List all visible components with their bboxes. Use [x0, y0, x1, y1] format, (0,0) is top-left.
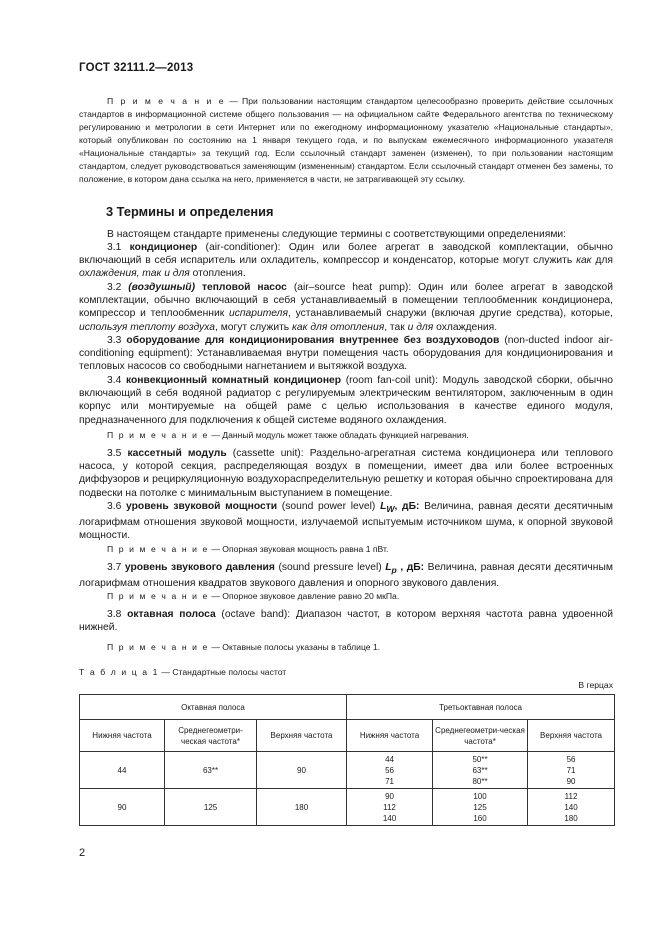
- table-row: [80, 789, 615, 826]
- cell-value: 125: [473, 802, 487, 812]
- term-emphasis: охлаждения, так и для: [79, 268, 190, 280]
- table-group-header: Третьоктавная полоса: [347, 695, 615, 720]
- term-definition: Раздельно-агрегатная система кондиционера или теплового насоса, у которой секция, распределяющая воздух в помещении, имеет два или более встроенных диффузоров и рециркуляционную воздухораспределительную решетку и которая обычно спроектирована для подвески на потолке с минимальным выступанием в помещение.: [79, 448, 613, 499]
- term-3-7: [79, 561, 613, 590]
- table-caption: [79, 667, 286, 677]
- note-3-4: [79, 429, 613, 442]
- note-3-7: [79, 590, 613, 603]
- cell-value: 71: [385, 776, 394, 786]
- note-text: — Опорное звуковое давление равно 20 мкПа.: [211, 591, 400, 601]
- term-definition: охлаждения.: [433, 321, 498, 333]
- note-label: П р и м е ч а н и е: [107, 591, 209, 601]
- term-definition: Один или более агрегат в заводской комплектации, обычно включающий в себя устанавливаемый в помещении теплообменник кондиционера, компрессор и теплообменник: [79, 282, 613, 320]
- term-3-6: [79, 500, 613, 543]
- cell-value: 112: [564, 791, 578, 801]
- note-label: П р и м е ч а н и е: [107, 96, 226, 106]
- table-cell: [347, 752, 433, 789]
- term-symbol: L: [385, 562, 392, 573]
- term-3-3: [79, 334, 613, 374]
- note-3-6: [79, 543, 613, 556]
- term-english: (sound power level): [277, 501, 381, 512]
- term-english: (non-ducted indoor air-conditioning equipment):: [79, 335, 613, 360]
- cell-value: 56: [566, 754, 576, 764]
- table-cell: 125: [165, 789, 257, 826]
- term-number: 3.3: [107, 335, 122, 346]
- note-label: П р и м е ч а н и е: [107, 642, 209, 652]
- cell-value: 71: [566, 765, 576, 775]
- term-name: кассетный модуль: [127, 448, 227, 459]
- note-3-8: [79, 641, 613, 654]
- term-emphasis: как для отопления: [292, 321, 385, 333]
- table-cell: 63**: [165, 752, 257, 789]
- table-column-header: Среднегеометри-ческая частота*: [165, 720, 257, 752]
- term-english: (cassette unit):: [226, 448, 304, 459]
- cell-value: 140: [382, 813, 397, 823]
- term-emphasis: как: [576, 255, 592, 267]
- section-title: 3 Термины и определения: [106, 204, 274, 219]
- term-3-2: [79, 281, 613, 334]
- term-number: 3.1: [107, 242, 122, 253]
- term-definition: , устанавливаемый снаружи (включая другие средства), которые,: [287, 308, 613, 320]
- term-number: 3.6: [107, 501, 122, 512]
- term-name: октавная полоса: [127, 609, 216, 620]
- term-name: уровень звукового давления: [124, 562, 275, 573]
- term-english: (room fan-coil unit):: [341, 375, 438, 386]
- table-column-header: Нижняя частота: [347, 720, 433, 752]
- term-definition: отопления.: [189, 268, 246, 280]
- term-3-5: [79, 447, 613, 500]
- table-unit: В герцах: [578, 680, 613, 690]
- term-english: (air–source heat pump):: [286, 282, 412, 293]
- cell-value: 63**: [472, 765, 488, 775]
- cell-value: 44: [385, 754, 394, 764]
- table-column-header: Верхняя частота: [257, 720, 347, 752]
- cell-value: 56: [385, 765, 394, 775]
- note-text: — Данный модуль может также обладать функцией нагревания.: [211, 430, 469, 440]
- table-caption-text: — Стандартные полосы частот: [161, 667, 287, 677]
- term-3-4: [79, 374, 613, 427]
- term-number: 3.4: [107, 375, 122, 386]
- term-english: (octave band):: [215, 609, 291, 620]
- term-number: 3.2: [107, 282, 122, 293]
- term-name: уровень звуковой мощности: [126, 501, 278, 512]
- term-3-1: [79, 241, 613, 281]
- term-english: (air-conditioner):: [197, 242, 281, 253]
- term-definition: Один или более агрегат в заводской комплектации, обычно включающий в себя испаритель или охладитель, компрессор и конденсатор, которые могут служить: [79, 242, 613, 267]
- cell-value: 140: [564, 802, 578, 812]
- table-column-header: Верхняя частота: [528, 720, 615, 752]
- term-name: конвекционный комнатный кондиционер: [125, 375, 342, 386]
- term-definition: , так: [384, 321, 408, 333]
- table-cell: 180: [257, 789, 347, 826]
- cell-value: 112: [383, 802, 396, 812]
- table-cell: 44: [80, 752, 165, 789]
- cell-value: 100: [473, 791, 487, 801]
- term-name: (воздушный): [128, 282, 196, 293]
- term-symbol: L: [380, 501, 387, 512]
- term-definition: для: [591, 255, 613, 267]
- table-cell: [528, 752, 615, 789]
- cell-value: 90: [566, 776, 576, 786]
- table-cell: [433, 789, 528, 826]
- frequency-bands-table: [79, 694, 615, 826]
- note-label: П р и м е ч а н и е: [107, 430, 209, 440]
- table-cell: [433, 752, 528, 789]
- term-emphasis: и для: [407, 321, 434, 333]
- term-definition: , могут служить: [215, 321, 293, 333]
- term-name: кондиционер: [129, 242, 198, 253]
- term-definition: Величина, равная десяти десятичным логарифмам отношения звуковой мощности, излучаемой испытуемым источником шума, к опорной звуковой мощности.: [79, 501, 613, 542]
- term-definition: Модуль заводской сборки, обычно включающий в себя водяной радиатор с регулируемым электрическим вентилятором, заключенным в один корпус или монтируемые на общей раме с целью использования в качестве единого модуля, предназначенного для подключения к общей системе водяного охлаждения.: [79, 375, 613, 426]
- document-header: ГОСТ 32111.2—2013: [79, 62, 194, 74]
- term-english: (sound pressure level): [274, 562, 386, 573]
- table-cell: [528, 789, 615, 826]
- cell-value: 90: [385, 791, 394, 801]
- table-row: [80, 752, 615, 789]
- table-column-header: Нижняя частота: [80, 720, 165, 752]
- term-number: 3.5: [107, 448, 122, 459]
- table-cell: 90: [257, 752, 347, 789]
- cell-value: 50**: [472, 754, 488, 764]
- term-symbol-subscript: W: [386, 504, 395, 515]
- term-emphasis: используя теплоту воздуха: [79, 321, 215, 333]
- term-name: тепловой насос: [195, 282, 287, 293]
- term-number: 3.7: [107, 562, 122, 573]
- term-name: оборудование для кондиционирования внутреннее без воздуховодов: [126, 335, 500, 346]
- term-unit: , дБ:: [396, 562, 425, 573]
- intro-note: [79, 95, 613, 186]
- note-text: — Октавные полосы указаны в таблице 1.: [211, 642, 381, 652]
- table-caption-label: Т а б л и ц а 1: [79, 667, 159, 677]
- term-3-8: [79, 608, 613, 634]
- term-symbol-subscript: p: [391, 565, 397, 576]
- term-definition: Диапазон частот, в котором верхняя частота равна удвоенной нижней.: [79, 609, 613, 634]
- note-label: П р и м е ч а н и е: [107, 544, 209, 554]
- term-unit: , дБ:: [394, 501, 420, 512]
- table-column-header: Среднегеометри-ческая частота*: [433, 720, 528, 752]
- intro-paragraph: В настоящем стандарте применены следующие термины с соответствующими определениями:: [107, 229, 567, 240]
- table-cell: 90: [80, 789, 165, 826]
- table-group-header: Октавная полоса: [80, 695, 347, 720]
- table-cell: [347, 789, 433, 826]
- cell-value: 80**: [472, 776, 488, 786]
- page-number: 2: [79, 847, 86, 859]
- term-emphasis: испарителя: [228, 308, 288, 320]
- cell-value: 160: [473, 813, 487, 823]
- term-number: 3.8: [107, 609, 122, 620]
- note-text: — Опорная звуковая мощность равна 1 пВт.: [211, 544, 389, 554]
- term-definition: Величина, равная десяти десятичным логарифмам отношения квадратов звукового давления и опорного звукового давления.: [79, 562, 613, 590]
- cell-value: 180: [564, 813, 578, 823]
- note-text: — При пользовании настоящим стандартом целесообразно проверить действие ссылочных стандартов в информационной системе общего пользования — на официальном сайте Федерального агентства по техническому регулированию и метрологии в сети Интернет или по ежегодному информационному указателю «Национальные стандарты», который опубликован по состоянию на 1 января текущего года, и по выпускам ежемесячного информационного указателя «Национальные стандарты» за текущий год. Если ссылочный стандарт заменен (изменен), то при пользовании настоящим стандартом, следует руководствоваться заменяющим (измененным) стандартом. Если ссылочный стандарт отменен без замены, то положение, в котором дана ссылка на него, применяется в части, не затрагивающей эту ссылку.: [79, 96, 613, 185]
- term-definition: Устанавливаемая внутри помещения часть оборудования для кондиционирования и тепловых насосов со свободными нагнетанием и вытяжкой воздуха.: [79, 348, 613, 373]
